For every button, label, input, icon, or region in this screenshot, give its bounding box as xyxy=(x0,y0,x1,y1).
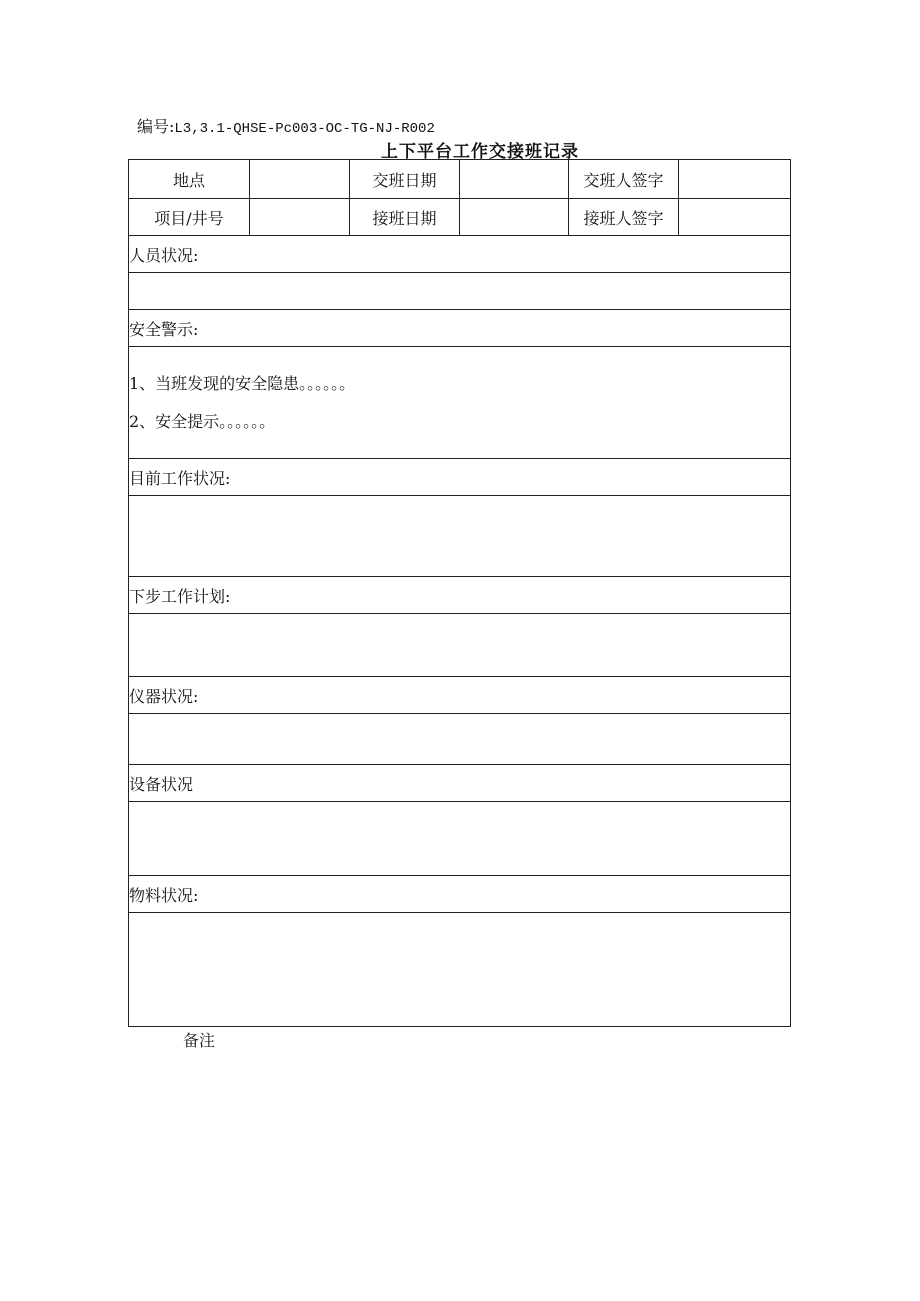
label-handover-date: 交班日期 xyxy=(350,160,460,199)
section-equipment-header xyxy=(129,765,791,802)
form-row-project xyxy=(129,199,791,236)
section-equipment-body xyxy=(129,802,791,876)
label-equipment: 设备状况 xyxy=(129,765,791,802)
field-next-plan[interactable] xyxy=(129,614,791,677)
field-current-work[interactable] xyxy=(129,496,791,577)
section-instruments-header xyxy=(129,677,791,714)
section-materials-header xyxy=(129,876,791,913)
safety-item-hazards: 1、当班发现的安全隐患。。。。。。 xyxy=(129,373,356,393)
section-safety-body xyxy=(129,347,791,459)
section-current-work-body xyxy=(129,496,791,577)
label-materials: 物料状况: xyxy=(129,876,791,913)
field-project-well[interactable] xyxy=(250,199,350,236)
field-personnel[interactable] xyxy=(129,273,791,310)
label-instruments: 仪器状况: xyxy=(129,677,791,714)
field-materials[interactable] xyxy=(129,913,791,1027)
document-code xyxy=(137,114,435,137)
section-next-plan-body xyxy=(129,614,791,677)
label-project-well: 项目/井号 xyxy=(129,199,250,236)
form-row-location xyxy=(129,160,791,199)
field-takeover-date[interactable] xyxy=(460,199,569,236)
section-next-plan-header xyxy=(129,577,791,614)
label-current-work: 目前工作状况: xyxy=(129,459,791,496)
handover-form-table xyxy=(128,159,791,1027)
label-takeover-date: 接班日期 xyxy=(350,199,460,236)
safety-item-tips: 2、安全提示。。。。。。 xyxy=(129,411,276,431)
label-personnel: 人员状况: xyxy=(129,236,791,273)
section-current-work-header xyxy=(129,459,791,496)
section-personnel-body xyxy=(129,273,791,310)
label-safety: 安全警示: xyxy=(129,310,791,347)
footer-note: 备注 xyxy=(183,1031,216,1050)
label-takeover-signature: 接班人签字 xyxy=(569,199,679,236)
label-handover-signature: 交班人签字 xyxy=(569,160,679,199)
field-equipment[interactable] xyxy=(129,802,791,876)
label-next-plan: 下步工作计划: xyxy=(129,577,791,614)
section-materials-body xyxy=(129,913,791,1027)
document-code-label: 编号: xyxy=(137,117,175,136)
section-safety-header xyxy=(129,310,791,347)
section-personnel-header xyxy=(129,236,791,273)
field-location[interactable] xyxy=(250,160,350,199)
field-handover-date[interactable] xyxy=(460,160,569,199)
document-title: 上下平台工作交接班记录 xyxy=(381,142,579,162)
field-handover-signature[interactable] xyxy=(679,160,791,199)
field-takeover-signature[interactable] xyxy=(679,199,791,236)
section-instruments-body xyxy=(129,714,791,765)
label-location: 地点 xyxy=(129,160,250,199)
document-code-value: L3,3.1-QHSE-Pc003-OC-TG-NJ-R002 xyxy=(174,121,435,137)
field-safety[interactable] xyxy=(129,347,791,459)
field-instruments[interactable] xyxy=(129,714,791,765)
